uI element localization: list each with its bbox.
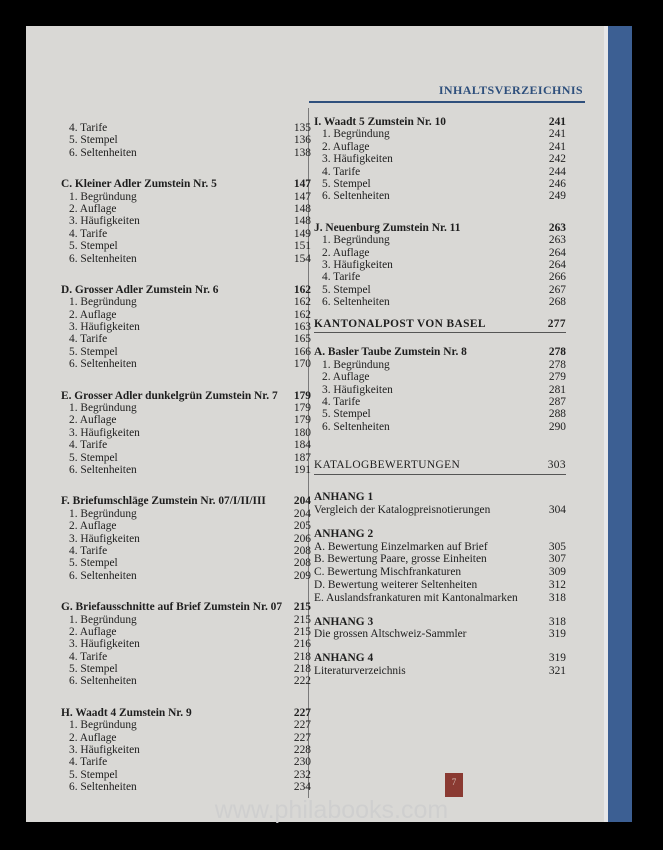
toc-item-page: 242 [548, 153, 566, 166]
toc-item-label: 5. Stempel [322, 408, 371, 421]
anhang-item-label: Die grossen Altschweiz-Sammler [314, 628, 467, 641]
toc-item-label: 6. Seltenheiten [69, 146, 137, 159]
toc-item-label: 3. Häufigkeiten [322, 383, 393, 396]
anhang-group [314, 652, 566, 678]
toc-item-page: 179 [293, 414, 311, 427]
toc-item-label: 6. Seltenheiten [322, 420, 390, 433]
toc-item-label: 6. Seltenheiten [69, 569, 137, 582]
toc-heading-title: J. Neuenburg Zumstein Nr. 11 [314, 221, 461, 234]
toc-item [314, 259, 566, 271]
toc-item [61, 203, 311, 215]
toc-item-label: 5. Stempel [69, 768, 118, 781]
toc-item-page: 162 [293, 296, 311, 309]
anhang-item [314, 579, 566, 592]
toc-item [61, 191, 311, 203]
toc-item [314, 271, 566, 283]
toc-item [61, 769, 311, 781]
anhang-item [314, 541, 566, 554]
toc-item-page: 149 [293, 227, 311, 240]
section-page: 303 [547, 459, 566, 472]
toc-item-page: 263 [548, 234, 566, 247]
toc-item-label: 1. Begründung [322, 234, 390, 247]
toc-item [61, 663, 311, 675]
toc-item [314, 153, 566, 165]
anhang-page: 319 [548, 652, 566, 665]
toc-item-page: 227 [293, 731, 311, 744]
toc-item [61, 464, 311, 476]
toc-item-label: 3. Häufigkeiten [69, 532, 140, 545]
toc-item-page: 148 [293, 215, 311, 228]
page-title: INHALTSVERZEICHNIS [438, 83, 583, 97]
toc-item-page: 154 [293, 252, 311, 265]
toc-item-label: 4. Tarife [69, 439, 108, 452]
toc-item-label: 1. Begründung [69, 507, 137, 520]
toc-item-page: 136 [293, 134, 311, 147]
anhang-item [314, 566, 566, 579]
toc-item [314, 421, 566, 433]
toc-item-page: 179 [293, 402, 311, 415]
toc-heading-title: H. Waadt 4 Zumstein Nr. 9 [61, 706, 192, 719]
toc-item [61, 228, 311, 240]
anhang-item-page: 318 [548, 591, 566, 604]
toc-item-label: 6. Seltenheiten [69, 463, 137, 476]
toc-heading-page: 204 [293, 495, 311, 508]
toc-heading-page: 215 [293, 601, 311, 614]
toc-item [314, 141, 566, 153]
toc-item-label: 4. Tarife [322, 271, 361, 284]
toc-item [61, 719, 311, 731]
toc-item-label: 4. Tarife [322, 396, 361, 409]
toc-item [61, 346, 311, 358]
toc-right-column [314, 116, 566, 689]
toc-item-label: 5. Stempel [322, 177, 371, 190]
anhang-item-page: 319 [548, 628, 566, 641]
anhang-item-label: Literaturverzeichnis [314, 664, 406, 677]
toc-heading [61, 707, 311, 719]
anhang-item-label: Vergleich der Katalogpreisnotierungen [314, 504, 491, 516]
toc-item-label: 6. Seltenheiten [69, 252, 137, 265]
toc-heading-page: 179 [293, 389, 311, 402]
toc-item-label: 4. Tarife [69, 756, 108, 769]
toc-item [314, 178, 566, 190]
toc-group [61, 601, 311, 688]
anhang-item [314, 504, 566, 517]
toc-item-label: 6. Seltenheiten [69, 675, 137, 688]
toc-item-label: 1. Begründung [69, 190, 137, 203]
toc-item-page: 228 [293, 744, 311, 757]
section-title: KANTONALPOST VON BASEL [314, 318, 486, 331]
toc-item [61, 452, 311, 464]
toc-item [314, 296, 566, 308]
toc-item-page: 206 [293, 532, 311, 545]
anhang-item-page: 321 [548, 664, 566, 677]
section-katalog [314, 457, 566, 475]
toc-item-page: 218 [293, 650, 311, 663]
toc-item-page: 230 [293, 756, 311, 769]
toc-item [314, 384, 566, 396]
anhang-item-label: B. Bewertung Paare, grosse Einheiten [314, 553, 487, 566]
toc-item [61, 781, 311, 793]
watermark-text: www.philabooks.com [214, 796, 449, 824]
toc-item-page: 208 [293, 557, 311, 570]
toc-item-page: 249 [548, 190, 566, 203]
toc-item [61, 147, 311, 159]
anhang-heading [314, 491, 566, 504]
page-number: 7 [451, 777, 457, 787]
toc-item-page: 216 [293, 638, 311, 651]
toc-item-page: 246 [548, 177, 566, 190]
anhang-group [314, 616, 566, 642]
toc-item [61, 427, 311, 439]
toc-heading-page: 278 [548, 346, 566, 359]
toc-item [61, 732, 311, 744]
anhang-heading [314, 616, 566, 629]
toc-item-label: 4. Tarife [69, 122, 108, 134]
toc-group [61, 178, 311, 265]
toc-item-label: 1. Begründung [69, 613, 137, 626]
toc-item-label: 6. Seltenheiten [69, 358, 137, 371]
anhang-item [314, 665, 566, 678]
anhang-item [314, 628, 566, 641]
toc-item-page: 170 [293, 358, 311, 371]
toc-item [61, 402, 311, 414]
toc-item [314, 408, 566, 420]
toc-item-page: 165 [293, 333, 311, 346]
toc-item-label: 5. Stempel [69, 345, 118, 358]
toc-item-label: 2. Auflage [322, 246, 370, 259]
toc-item-label: 2. Auflage [69, 520, 117, 533]
toc-heading [61, 601, 311, 613]
toc-item [61, 614, 311, 626]
page-number-tab [445, 773, 463, 797]
toc-item-label: 2. Auflage [322, 140, 370, 153]
toc-heading-title: G. Briefausschnitte auf Brief Zumstein Nr. 07 [61, 601, 283, 614]
toc-item-label: 1. Begründung [69, 402, 137, 415]
toc-group [314, 346, 566, 433]
toc-item [314, 190, 566, 202]
toc-item-page: 204 [293, 507, 311, 520]
toc-heading [314, 222, 566, 234]
toc-item-label: 3. Häufigkeiten [322, 258, 393, 271]
toc-heading-title: E. Grosser Adler dunkelgrün Zumstein Nr. 7 [61, 389, 278, 402]
toc-item-label: 1. Begründung [322, 358, 390, 371]
toc-item [61, 358, 311, 370]
toc-item-label: 5. Stempel [69, 240, 118, 253]
anhang-item-page: 305 [548, 540, 566, 553]
toc-group [314, 116, 566, 203]
toc-item [314, 396, 566, 408]
toc-heading [61, 178, 311, 190]
anhang-title: ANHANG 1 [314, 491, 374, 504]
toc-group [61, 284, 311, 371]
toc-group [314, 222, 566, 309]
toc-item-label: 2. Auflage [322, 371, 370, 384]
toc-item-page: 264 [548, 246, 566, 259]
toc-item-page: 264 [548, 258, 566, 271]
toc-item-page: 287 [548, 396, 566, 409]
toc-item [61, 309, 311, 321]
toc-item-page: 184 [293, 439, 311, 452]
anhang-item-label: E. Auslandsfrankaturen mit Kantonalmarken [314, 591, 518, 604]
toc-heading-page: 241 [548, 116, 566, 128]
toc-heading-title: I. Waadt 5 Zumstein Nr. 10 [314, 116, 446, 128]
toc-item-label: 2. Auflage [69, 625, 117, 638]
toc-item-page: 244 [548, 165, 566, 178]
anhang-item-label: D. Bewertung weiterer Seltenheiten [314, 578, 478, 591]
anhang-item [314, 592, 566, 605]
anhang-item-page: 304 [548, 504, 566, 516]
toc-item-label: 3. Häufigkeiten [69, 426, 140, 439]
toc-item-label: 2. Auflage [69, 308, 117, 321]
toc-item [61, 557, 311, 569]
toc-heading [61, 390, 311, 402]
toc-item-label: 6. Seltenheiten [69, 781, 137, 794]
section-page: 277 [547, 318, 566, 331]
toc-item-label: 4. Tarife [69, 650, 108, 663]
toc-item-label: 5. Stempel [69, 134, 118, 147]
toc-item [314, 284, 566, 296]
toc-item-label: 3. Häufigkeiten [322, 153, 393, 166]
toc-item [61, 675, 311, 687]
toc-heading [61, 284, 311, 296]
toc-item-page: 222 [293, 675, 311, 688]
toc-item-label: 4. Tarife [69, 333, 108, 346]
anhang-heading [314, 528, 566, 541]
toc-item-page: 281 [548, 383, 566, 396]
toc-item-page: 215 [293, 625, 311, 638]
anhang-item-label: A. Bewertung Einzelmarken auf Brief [314, 540, 488, 553]
section-kantonalpost [314, 316, 566, 333]
toc-item [314, 371, 566, 383]
toc-heading-page: 227 [293, 706, 311, 719]
toc-heading-title: F. Briefumschläge Zumstein Nr. 07/I/II/III [61, 495, 266, 508]
toc-item-page: 180 [293, 426, 311, 439]
toc-item [61, 570, 311, 582]
toc-item-page: 278 [548, 358, 566, 371]
anhang-item-label: C. Bewertung Mischfrankaturen [314, 566, 462, 579]
toc-item-page: 209 [293, 569, 311, 582]
toc-item-label: 3. Häufigkeiten [69, 638, 140, 651]
toc-item [61, 545, 311, 557]
toc-item-label: 3. Häufigkeiten [69, 744, 140, 757]
anhang-group [314, 491, 566, 517]
toc-item [314, 166, 566, 178]
toc-item-page: 241 [548, 140, 566, 153]
toc-item-label: 4. Tarife [69, 544, 108, 557]
toc-item [314, 247, 566, 259]
toc-item-label: 2. Auflage [69, 731, 117, 744]
section-title: KATALOGBEWERTUNGEN [314, 459, 461, 472]
toc-item [61, 508, 311, 520]
toc-item [61, 439, 311, 451]
cover-edge [608, 26, 632, 822]
anhang-item-page: 307 [548, 553, 566, 566]
toc-heading-title: D. Grosser Adler Zumstein Nr. 6 [61, 283, 219, 296]
toc-heading-page: 147 [293, 178, 311, 191]
anhang-item-page: 312 [548, 578, 566, 591]
toc-item [61, 638, 311, 650]
toc-item [61, 333, 311, 345]
toc-item-page: 163 [293, 321, 311, 334]
toc-item-page: 227 [293, 719, 311, 732]
toc-heading-title: C. Kleiner Adler Zumstein Nr. 5 [61, 178, 217, 191]
toc-item-page: 148 [293, 202, 311, 215]
anhang-title: ANHANG 4 [314, 652, 374, 665]
toc-item-page: 279 [548, 371, 566, 384]
toc-item-page: 266 [548, 271, 566, 284]
toc-item-page: 166 [293, 345, 311, 358]
anhang-title: ANHANG 3 [314, 615, 374, 628]
toc-item-page: 218 [293, 663, 311, 676]
anhang-page: 318 [548, 615, 566, 628]
toc-item [314, 359, 566, 371]
anhang-item-page: 309 [548, 566, 566, 579]
toc-item-page: 241 [548, 128, 566, 141]
toc-item [61, 321, 311, 333]
toc-group [61, 707, 311, 794]
toc-item-label: 5. Stempel [69, 663, 118, 676]
toc-item-page: 147 [293, 190, 311, 203]
toc-heading [314, 116, 566, 128]
toc-item-page: 208 [293, 544, 311, 557]
toc-item-label: 5. Stempel [69, 451, 118, 464]
toc-item-page: 191 [293, 463, 311, 476]
toc-item-page: 268 [548, 296, 566, 309]
toc-item-page: 135 [293, 122, 311, 134]
toc-item [61, 520, 311, 532]
toc-item-page: 288 [548, 408, 566, 421]
section-header [309, 81, 585, 103]
toc-item-label: 2. Auflage [69, 202, 117, 215]
toc-item-page: 290 [548, 420, 566, 433]
toc-item-label: 5. Stempel [69, 557, 118, 570]
toc-item [61, 296, 311, 308]
toc-item-label: 4. Tarife [69, 227, 108, 240]
toc-item-page: 138 [293, 146, 311, 159]
toc-item-label: 1. Begründung [322, 128, 390, 141]
anhang-heading [314, 652, 566, 665]
toc-heading-page: 263 [548, 221, 566, 234]
toc-item-page: 205 [293, 520, 311, 533]
toc-item [61, 215, 311, 227]
toc-item-label: 2. Auflage [69, 414, 117, 427]
toc-heading [61, 495, 311, 507]
toc-item-label: 1. Begründung [69, 719, 137, 732]
toc-group [61, 122, 311, 159]
toc-heading [314, 346, 566, 358]
book-page [26, 26, 632, 822]
toc-item-page: 267 [548, 283, 566, 296]
toc-item [61, 651, 311, 663]
toc-heading-title: A. Basler Taube Zumstein Nr. 8 [314, 346, 467, 359]
toc-item-label: 3. Häufigkeiten [69, 215, 140, 228]
toc-item [61, 253, 311, 265]
toc-item-page: 234 [293, 781, 311, 794]
toc-item [314, 234, 566, 246]
toc-item-page: 162 [293, 308, 311, 321]
toc-item [61, 533, 311, 545]
toc-group [61, 495, 311, 582]
toc-item [61, 240, 311, 252]
toc-item-label: 6. Seltenheiten [322, 190, 390, 203]
toc-item-page: 151 [293, 240, 311, 253]
toc-left-column [61, 122, 311, 813]
anhang-group [314, 528, 566, 605]
toc-item-label: 1. Begründung [69, 296, 137, 309]
toc-item-page: 232 [293, 768, 311, 781]
toc-item [61, 134, 311, 146]
toc-item-page: 215 [293, 613, 311, 626]
toc-group [61, 390, 311, 477]
toc-item [61, 744, 311, 756]
toc-item-label: 4. Tarife [322, 165, 361, 178]
toc-item-label: 5. Stempel [322, 283, 371, 296]
toc-item-label: 3. Häufigkeiten [69, 321, 140, 334]
toc-item-label: 6. Seltenheiten [322, 296, 390, 309]
anhang-item [314, 553, 566, 566]
toc-item [61, 122, 311, 134]
toc-item [61, 414, 311, 426]
toc-item [314, 128, 566, 140]
toc-heading-page: 162 [293, 283, 311, 296]
toc-item-page: 187 [293, 451, 311, 464]
anhang-title: ANHANG 2 [314, 527, 374, 540]
toc-item [61, 626, 311, 638]
toc-item [61, 756, 311, 768]
